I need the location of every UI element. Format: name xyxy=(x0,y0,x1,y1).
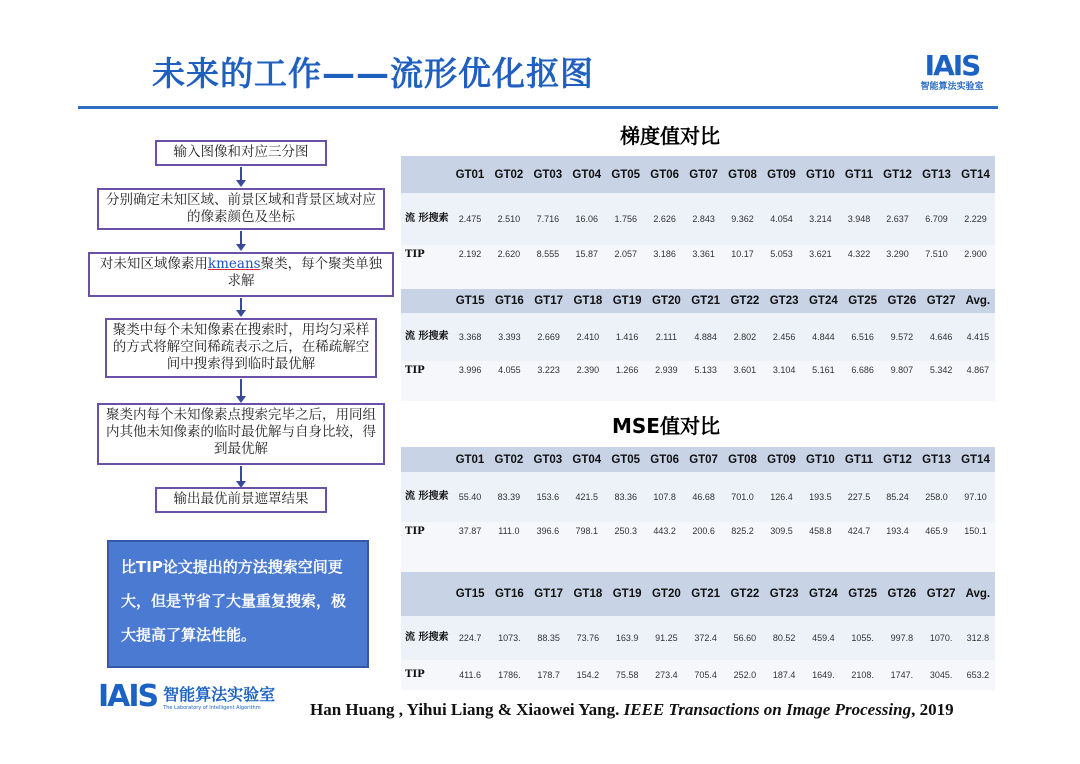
data-cell: 55.40 xyxy=(450,472,489,522)
data-cell: 4.646 xyxy=(921,313,960,361)
data-cell: 411.6 xyxy=(450,660,489,690)
flow-arrow-3 xyxy=(240,298,242,311)
table-row xyxy=(401,361,995,401)
data-cell: 46.68 xyxy=(684,472,723,522)
data-cell: 372.4 xyxy=(686,616,725,660)
data-cell: 2.939 xyxy=(647,361,686,401)
table-row xyxy=(401,245,995,289)
data-cell: 4.415 xyxy=(961,313,995,361)
flow-arrow-4 xyxy=(240,379,242,397)
data-cell: 458.8 xyxy=(801,522,840,572)
gradient-table-2 xyxy=(401,289,995,401)
data-cell: 421.5 xyxy=(567,472,606,522)
data-cell: 83.39 xyxy=(489,472,528,522)
data-cell: 111.0 xyxy=(489,522,528,572)
data-cell: 1747. xyxy=(882,660,921,690)
data-cell: 273.4 xyxy=(647,660,686,690)
data-cell: 3.186 xyxy=(645,245,684,289)
data-cell: 153.6 xyxy=(528,472,567,522)
data-cell: 258.0 xyxy=(917,472,956,522)
data-cell: 3.361 xyxy=(684,245,723,289)
logo-mark: IAIS xyxy=(924,49,980,82)
data-cell: 2.057 xyxy=(606,245,645,289)
summary-note: 比TIP论文提出的方法搜索空间更大，但是节省了大量重复搜索，极大提高了算法性能。 xyxy=(107,540,369,668)
data-cell: 1055. xyxy=(843,616,882,660)
flow-step-3-post: 聚类，每个聚类单独求解 xyxy=(227,256,383,289)
data-cell: 88.35 xyxy=(529,616,568,660)
table-row xyxy=(401,193,995,245)
flow-step-6-text: 输出最优前景遮罩结果 xyxy=(173,491,309,507)
row-label: TIP xyxy=(401,522,450,572)
table-row xyxy=(401,660,995,690)
data-cell: 73.76 xyxy=(568,616,607,660)
data-cell: 3.214 xyxy=(801,193,840,245)
data-cell: 9.572 xyxy=(882,313,921,361)
row-label: 流 形搜索 xyxy=(401,616,450,660)
header-cell: GT05 xyxy=(606,156,645,193)
row-label: TIP xyxy=(401,361,450,401)
header-cell: GT23 xyxy=(764,289,803,313)
header-cell: GT08 xyxy=(723,447,762,472)
data-cell: 4.867 xyxy=(961,361,995,401)
flow-step-2-text: 分别确定未知区域、前景区域和背景区域对应的像素颜色及坐标 xyxy=(106,192,376,225)
header-cell: GT18 xyxy=(568,289,607,313)
data-cell: 163.9 xyxy=(607,616,646,660)
data-cell: 3.948 xyxy=(840,193,878,245)
table-row xyxy=(401,313,995,361)
header-cell: GT16 xyxy=(490,572,529,616)
data-cell: 309.5 xyxy=(762,522,801,572)
data-cell: 701.0 xyxy=(723,472,762,522)
data-cell: 83.36 xyxy=(606,472,645,522)
data-cell: 3.996 xyxy=(450,361,489,401)
data-cell: 227.5 xyxy=(840,472,878,522)
data-cell: 80.52 xyxy=(764,616,803,660)
data-cell: 97.10 xyxy=(956,472,995,522)
data-cell: 1070. xyxy=(921,616,960,660)
table-row xyxy=(401,472,995,522)
table-header-row xyxy=(401,447,995,472)
data-cell: 4.844 xyxy=(804,313,843,361)
data-cell: 5.133 xyxy=(686,361,725,401)
table-header-row xyxy=(401,156,995,193)
table-corner xyxy=(401,447,450,472)
data-cell: 396.6 xyxy=(528,522,567,572)
data-cell: 3.368 xyxy=(450,313,489,361)
data-cell: 1.756 xyxy=(606,193,645,245)
data-cell: 4.322 xyxy=(840,245,878,289)
header-cell: GT13 xyxy=(917,447,956,472)
header-cell: GT17 xyxy=(529,289,568,313)
header-cell: GT26 xyxy=(882,289,921,313)
header-cell: GT04 xyxy=(567,447,606,472)
data-cell: 1.416 xyxy=(607,313,646,361)
data-cell: 7.510 xyxy=(917,245,956,289)
data-cell: 193.5 xyxy=(801,472,840,522)
logo-name-en: The Laboratory of Intelligent Algorithm xyxy=(163,704,261,711)
header-cell: GT03 xyxy=(528,447,567,472)
data-cell: 37.87 xyxy=(450,522,489,572)
header-cell: GT11 xyxy=(840,156,878,193)
flow-arrow-5 xyxy=(240,466,242,482)
data-cell: 5.053 xyxy=(762,245,801,289)
logo-name-cn: 智能算法实验室 xyxy=(163,684,276,704)
data-cell: 2108. xyxy=(843,660,882,690)
data-cell: 126.4 xyxy=(762,472,801,522)
data-cell: 1073. xyxy=(490,616,529,660)
header-cell: GT21 xyxy=(686,572,725,616)
header-cell: GT07 xyxy=(684,447,723,472)
header-cell: GT05 xyxy=(606,447,645,472)
data-cell: 150.1 xyxy=(956,522,995,572)
data-cell: 2.390 xyxy=(568,361,607,401)
data-cell: 85.24 xyxy=(878,472,917,522)
header-cell: Avg. xyxy=(961,289,995,313)
header-cell: GT25 xyxy=(843,289,882,313)
data-cell: 3.290 xyxy=(878,245,917,289)
flow-step-3-pre: 对未知区域像素用 xyxy=(99,256,208,272)
header-cell: GT27 xyxy=(921,289,960,313)
table-corner xyxy=(401,289,450,313)
citation xyxy=(310,700,954,720)
header-cell: GT22 xyxy=(725,572,764,616)
data-cell: 2.626 xyxy=(645,193,684,245)
header-cell: GT03 xyxy=(528,156,567,193)
row-label: 流 形搜索 xyxy=(401,472,450,522)
header-cell: Avg. xyxy=(961,572,995,616)
header-cell: GT23 xyxy=(764,572,803,616)
data-cell: 443.2 xyxy=(645,522,684,572)
header-cell: GT14 xyxy=(956,447,995,472)
header-cell: GT20 xyxy=(647,289,686,313)
data-cell: 1649. xyxy=(804,660,843,690)
data-cell: 193.4 xyxy=(878,522,917,572)
data-cell: 3045. xyxy=(921,660,960,690)
header-cell: GT15 xyxy=(450,289,489,313)
data-cell: 91.25 xyxy=(647,616,686,660)
data-cell: 312.8 xyxy=(961,616,995,660)
header-cell: GT14 xyxy=(956,156,995,193)
header-cell: GT01 xyxy=(450,156,489,193)
table-row xyxy=(401,522,995,572)
data-cell: 56.60 xyxy=(725,616,764,660)
flow-step-4 xyxy=(105,318,377,378)
data-cell: 2.229 xyxy=(956,193,995,245)
data-cell: 9.807 xyxy=(882,361,921,401)
gradient-table-1 xyxy=(401,156,995,289)
data-cell: 6.686 xyxy=(843,361,882,401)
data-cell: 2.669 xyxy=(529,313,568,361)
header-cell: GT17 xyxy=(529,572,568,616)
header-cell: GT27 xyxy=(921,572,960,616)
flow-step-1 xyxy=(155,140,327,166)
data-cell: 798.1 xyxy=(567,522,606,572)
data-cell: 3.601 xyxy=(725,361,764,401)
data-cell: 997.8 xyxy=(882,616,921,660)
data-cell: 4.055 xyxy=(490,361,529,401)
header-cell: GT16 xyxy=(490,289,529,313)
data-cell: 187.4 xyxy=(764,660,803,690)
data-cell: 3.393 xyxy=(490,313,529,361)
header-cell: GT11 xyxy=(840,447,878,472)
title-divider xyxy=(78,106,998,109)
header-cell: GT02 xyxy=(489,156,528,193)
data-cell: 2.111 xyxy=(647,313,686,361)
data-cell: 2.900 xyxy=(956,245,995,289)
header-cell: GT09 xyxy=(762,156,801,193)
header-cell: GT12 xyxy=(878,156,917,193)
header-cell: GT12 xyxy=(878,447,917,472)
data-cell: 5.161 xyxy=(804,361,843,401)
data-cell: 2.843 xyxy=(684,193,723,245)
data-cell: 3.223 xyxy=(529,361,568,401)
mse-table-2 xyxy=(401,572,995,690)
row-label: 流 形搜索 xyxy=(401,313,450,361)
header-cell: GT19 xyxy=(607,289,646,313)
header-cell: GT09 xyxy=(762,447,801,472)
data-cell: 178.7 xyxy=(529,660,568,690)
gradient-section-title: 梯度值对比 xyxy=(620,124,720,148)
lab-logo-top xyxy=(916,50,988,100)
header-cell: GT24 xyxy=(804,289,843,313)
data-cell: 250.3 xyxy=(606,522,645,572)
header-cell: GT10 xyxy=(801,447,840,472)
row-label: 流 形搜索 xyxy=(401,193,450,245)
data-cell: 15.87 xyxy=(567,245,606,289)
flow-step-3 xyxy=(88,252,394,297)
header-cell: GT24 xyxy=(804,572,843,616)
header-cell: GT22 xyxy=(725,289,764,313)
data-cell: 75.58 xyxy=(607,660,646,690)
data-cell: 653.2 xyxy=(961,660,995,690)
table-corner xyxy=(401,156,450,193)
data-cell: 7.716 xyxy=(528,193,567,245)
header-cell: GT19 xyxy=(607,572,646,616)
data-cell: 9.362 xyxy=(723,193,762,245)
header-cell: GT13 xyxy=(917,156,956,193)
citation-year: , 2019 xyxy=(911,700,954,719)
data-cell: 8.555 xyxy=(528,245,567,289)
flow-step-5 xyxy=(97,403,385,465)
data-cell: 2.456 xyxy=(764,313,803,361)
flow-step-6 xyxy=(155,487,327,513)
data-cell: 459.4 xyxy=(804,616,843,660)
data-cell: 1786. xyxy=(490,660,529,690)
header-cell: GT15 xyxy=(450,572,489,616)
data-cell: 4.054 xyxy=(762,193,801,245)
header-cell: GT08 xyxy=(723,156,762,193)
data-cell: 2.192 xyxy=(450,245,489,289)
data-cell: 16.06 xyxy=(567,193,606,245)
lab-logo-bottom xyxy=(98,676,275,716)
slide-title: 未来的工作——流形优化抠图 xyxy=(152,54,594,93)
data-cell: 10.17 xyxy=(723,245,762,289)
header-cell: GT02 xyxy=(489,447,528,472)
logo-subtitle: 智能算法实验室 xyxy=(920,82,984,92)
header-cell: GT18 xyxy=(568,572,607,616)
row-label: TIP xyxy=(401,660,450,690)
data-cell: 107.8 xyxy=(645,472,684,522)
data-cell: 2.510 xyxy=(489,193,528,245)
header-cell: GT25 xyxy=(843,572,882,616)
table-header-row xyxy=(401,289,995,313)
data-cell: 2.802 xyxy=(725,313,764,361)
header-cell: GT04 xyxy=(567,156,606,193)
header-cell: GT06 xyxy=(645,447,684,472)
header-cell: GT01 xyxy=(450,447,489,472)
data-cell: 424.7 xyxy=(840,522,878,572)
data-cell: 1.266 xyxy=(607,361,646,401)
flow-arrow-1 xyxy=(240,167,242,181)
data-cell: 825.2 xyxy=(723,522,762,572)
data-cell: 3.104 xyxy=(764,361,803,401)
table-corner xyxy=(401,572,450,616)
data-cell: 252.0 xyxy=(725,660,764,690)
data-cell: 200.6 xyxy=(684,522,723,572)
header-cell: GT07 xyxy=(684,156,723,193)
header-cell: GT06 xyxy=(645,156,684,193)
header-cell: GT20 xyxy=(647,572,686,616)
flow-step-4-text: 聚类中每个未知像素在搜索时，用均匀采样的方式将解空间稀疏表示之后，在稀疏解空间中搜索得到临时最优解 xyxy=(112,322,370,372)
citation-authors: Han Huang , Yihui Liang & Xiaowei Yang. xyxy=(310,700,624,719)
flow-step-2 xyxy=(97,188,385,230)
data-cell: 705.4 xyxy=(686,660,725,690)
citation-journal: IEEE Transactions on Image Processing xyxy=(623,700,912,719)
logo-mark: IAIS xyxy=(98,678,158,714)
data-cell: 465.9 xyxy=(917,522,956,572)
data-cell: 4.884 xyxy=(686,313,725,361)
table-row xyxy=(401,616,995,660)
flow-arrow-2 xyxy=(240,231,242,245)
header-cell: GT21 xyxy=(686,289,725,313)
row-label: TIP xyxy=(401,245,450,289)
data-cell: 6.516 xyxy=(843,313,882,361)
flow-step-1-text: 输入图像和对应三分图 xyxy=(173,144,309,160)
flow-step-3-keyword: kmeans xyxy=(207,256,261,272)
table-header-row xyxy=(401,572,995,616)
header-cell: GT10 xyxy=(801,156,840,193)
data-cell: 2.620 xyxy=(489,245,528,289)
data-cell: 5.342 xyxy=(921,361,960,401)
header-cell: GT26 xyxy=(882,572,921,616)
data-cell: 224.7 xyxy=(450,616,489,660)
data-cell: 2.475 xyxy=(450,193,489,245)
data-cell: 2.410 xyxy=(568,313,607,361)
mse-section-title: MSE值对比 xyxy=(612,414,720,438)
flow-step-5-text: 聚类内每个未知像素点搜索完毕之后，用同组内其他未知像素的临时最优解与自身比较，得到最优解 xyxy=(106,407,376,457)
data-cell: 154.2 xyxy=(568,660,607,690)
data-cell: 3.621 xyxy=(801,245,840,289)
mse-table-1 xyxy=(401,447,995,572)
data-cell: 6.709 xyxy=(917,193,956,245)
data-cell: 2.637 xyxy=(878,193,917,245)
logo-text xyxy=(163,682,275,711)
